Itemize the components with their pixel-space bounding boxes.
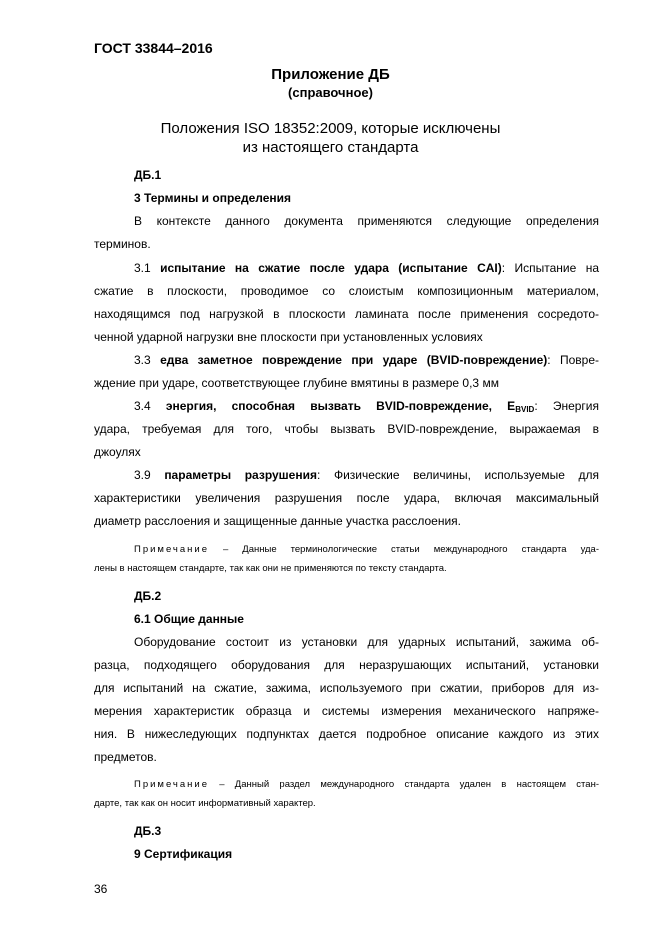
term-3-4-line xyxy=(134,399,599,417)
term-subscript: BVID xyxy=(515,405,535,414)
note-line xyxy=(134,779,599,791)
term-definition: : Энергия xyxy=(534,399,600,413)
paragraph-line: В контексте данного документа применяются следующие определения xyxy=(134,214,599,228)
paragraph-line: удара, требуемая для того, чтобы вызвать BVID-повреждение, выражаемая в xyxy=(94,422,599,436)
paragraph-line: Оборудование состоит из установки для ударных испытаний, зажима об- xyxy=(134,635,599,649)
paragraph-line: диаметр расслоения и защищенные данные участка расслоения. xyxy=(94,514,461,528)
paragraph-line: разца, подходящего оборудования для неразрушающих испытаний, установки xyxy=(94,658,599,672)
term-definition: : Физические величины, используемые для xyxy=(316,468,599,482)
paragraph-line: для испытаний на сжатие, зажима, используемого при сжатии, приборов для из- xyxy=(94,681,599,695)
term-3-9-line xyxy=(134,468,599,482)
section-db1-label: ДБ.1 xyxy=(134,168,162,182)
paragraph-line: сжатие в плоскости, проводимое со слоистым композиционным материалом, xyxy=(94,284,599,298)
term-definition: : Испытание на xyxy=(501,261,600,275)
paragraph-line: джоулях xyxy=(94,445,141,459)
appendix-heading-line2: из настоящего стандарта xyxy=(242,139,419,156)
paragraph-line: терминов. xyxy=(94,237,151,251)
section-db3-clause: 9 Сертификация xyxy=(134,847,233,861)
document-id: ГОСТ 33844–2016 xyxy=(94,40,213,56)
paragraph-line: находящимся под нагрузкой в плоскости ламината после применения сосредото- xyxy=(94,307,599,321)
term-name: испытание на сжатие после удара (испытание CAI) xyxy=(160,261,502,275)
paragraph-line: мерения характеристик образца и системы измерения механического напряже- xyxy=(94,704,599,718)
term-name: параметры разрушения xyxy=(164,468,317,482)
term-definition: : Повре- xyxy=(547,353,600,367)
term-name: энергия, способная вызвать BVID-повреждение, E xyxy=(165,399,516,413)
paragraph-line: характеристики увеличения разрушения после удара, включая максимальный xyxy=(94,491,599,505)
note-text: – Данные терминологические статьи международного стандарта уда- xyxy=(209,544,599,555)
note-label: Примечание xyxy=(134,544,209,555)
term-name: едва заметное повреждение при ударе (BVID-повреждение) xyxy=(160,353,548,367)
term-number: 3.3 xyxy=(134,353,161,367)
paragraph-line: ния. В нижеследующих подпунктах дается подробное описание каждого из этих xyxy=(94,727,599,741)
appendix-title: Приложение ДБ xyxy=(271,66,390,83)
section-db2-clause: 6.1 Общие данные xyxy=(134,612,244,626)
page-number: 36 xyxy=(94,882,108,896)
paragraph-line: предметов. xyxy=(94,750,157,764)
note-line xyxy=(134,544,599,556)
note-line: лены в настоящем стандарте, так как они не применяются по тексту стандарта. xyxy=(94,563,447,574)
note-text: – Данный раздел международного стандарта удален в настоящем стан- xyxy=(209,779,599,790)
term-3-3-line xyxy=(134,353,599,367)
term-3-1-line xyxy=(134,261,599,275)
paragraph-line: ждение при ударе, соответствующее глубине вмятины в размере 0,3 мм xyxy=(94,376,499,390)
appendix-heading-line1: Положения ISO 18352:2009, которые исключены xyxy=(160,120,501,137)
term-number: 3.4 xyxy=(134,399,166,413)
note-label: Примечание xyxy=(134,779,209,790)
section-db3-label: ДБ.3 xyxy=(134,824,162,838)
paragraph-line: ченной ударной нагрузки вне плоскости при установленных условиях xyxy=(94,330,483,344)
note-line: дарте, так как он носит информативный характер. xyxy=(94,798,316,809)
section-db1-clause: 3 Термины и определения xyxy=(134,191,292,205)
section-db2-label: ДБ.2 xyxy=(134,589,162,603)
term-number: 3.1 xyxy=(134,261,161,275)
appendix-subtitle: (справочное) xyxy=(288,85,373,100)
term-number: 3.9 xyxy=(134,468,165,482)
